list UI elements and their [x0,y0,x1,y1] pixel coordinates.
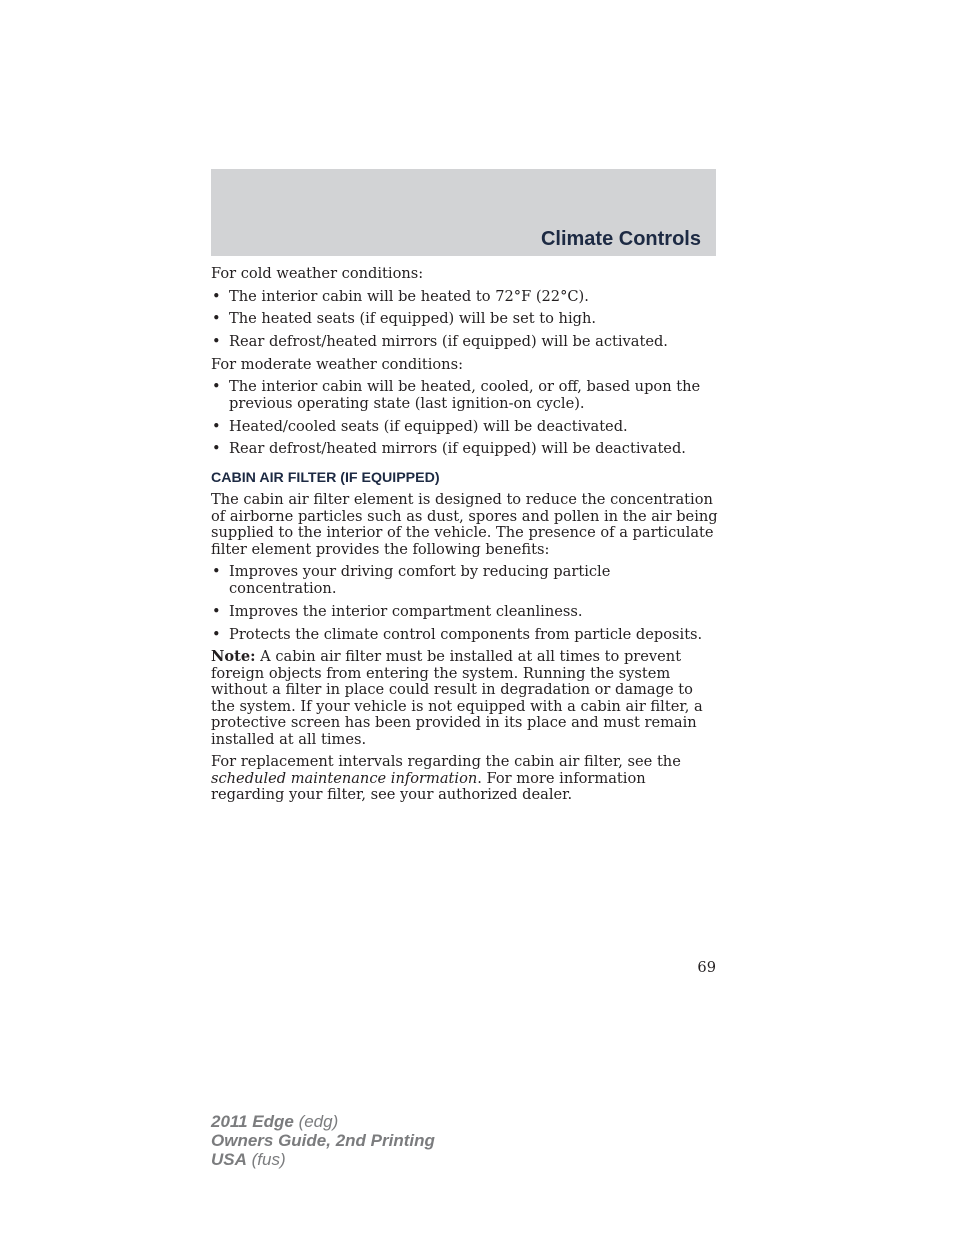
list-item: • The heated seats (if equipped) will be set to high. [212,310,597,328]
footer-line-1: 2011 Edge (edg) [211,1112,339,1131]
scheduled-maintenance-reference: scheduled maintenance information [211,769,478,787]
list-item: • Protects the climate control components from particle deposits. [212,625,703,643]
bullet-icon: • [212,563,221,581]
moderate-intro: For moderate weather conditions: [211,355,463,373]
list-item: • The interior cabin will be heated to 72°F (22°C). [212,287,589,305]
list-item: • Rear defrost/heated mirrors (if equipped) will be activated. [212,333,668,351]
filter-paragraph: The cabin air filter element is designed to reduce the concentration of airborne particles such as dust, spores and pollen in the air being supplied to the interior of the vehicle. The presence of a particulate filter element provides the following benefits: [211,491,718,558]
note-text: A cabin air filter must be installed at all times to prevent foreign objects from entering the system. Running the system without a filter in place could result in degradation or damage to the system. If your vehicle is not equipped with a cabin air filter, a protective screen has been provided in its place and must remain installed at all times. [211,648,703,748]
section-title: Climate Controls [540,228,701,250]
cabin-air-filter-heading: CABIN AIR FILTER (IF EQUIPPED) [211,469,440,486]
bullet-icon: • [212,287,221,305]
note-label: Note: [211,648,256,666]
list-item: • Rear defrost/heated mirrors (if equipped) will be deactivated. [212,440,686,458]
bullet-icon: • [212,602,221,620]
bullet-icon: • [212,625,221,643]
bullet-icon: • [212,440,221,458]
footer-line-3: USA (fus) [211,1150,286,1169]
list-item: • Heated/cooled seats (if equipped) will be deactivated. [212,417,628,435]
list-item: • Improves your driving comfort by reducing particle concentration. [212,563,611,597]
list-item: • The interior cabin will be heated, cooled, or off, based upon the previous operating state (last ignition-on cycle). [212,378,701,412]
page-number: 69 [697,959,716,976]
bullet-icon: • [212,333,221,351]
page-content [211,266,721,810]
footer-line-2: Owners Guide, 2nd Printing [211,1131,435,1150]
replacement-paragraph: For replacement intervals regarding the cabin air filter, see the scheduled maintenance information. For more information regarding your filter, see your authorized dealer. [211,753,681,804]
cold-intro: For cold weather conditions: [211,265,424,282]
bullet-icon: • [212,417,221,435]
note-paragraph [211,649,721,748]
footer-imprint [211,1112,435,1169]
section-header-band [211,169,716,256]
bullet-icon: • [212,310,221,328]
list-item: • Improves the interior compartment cleanliness. [212,602,583,620]
bullet-icon: • [212,378,221,396]
